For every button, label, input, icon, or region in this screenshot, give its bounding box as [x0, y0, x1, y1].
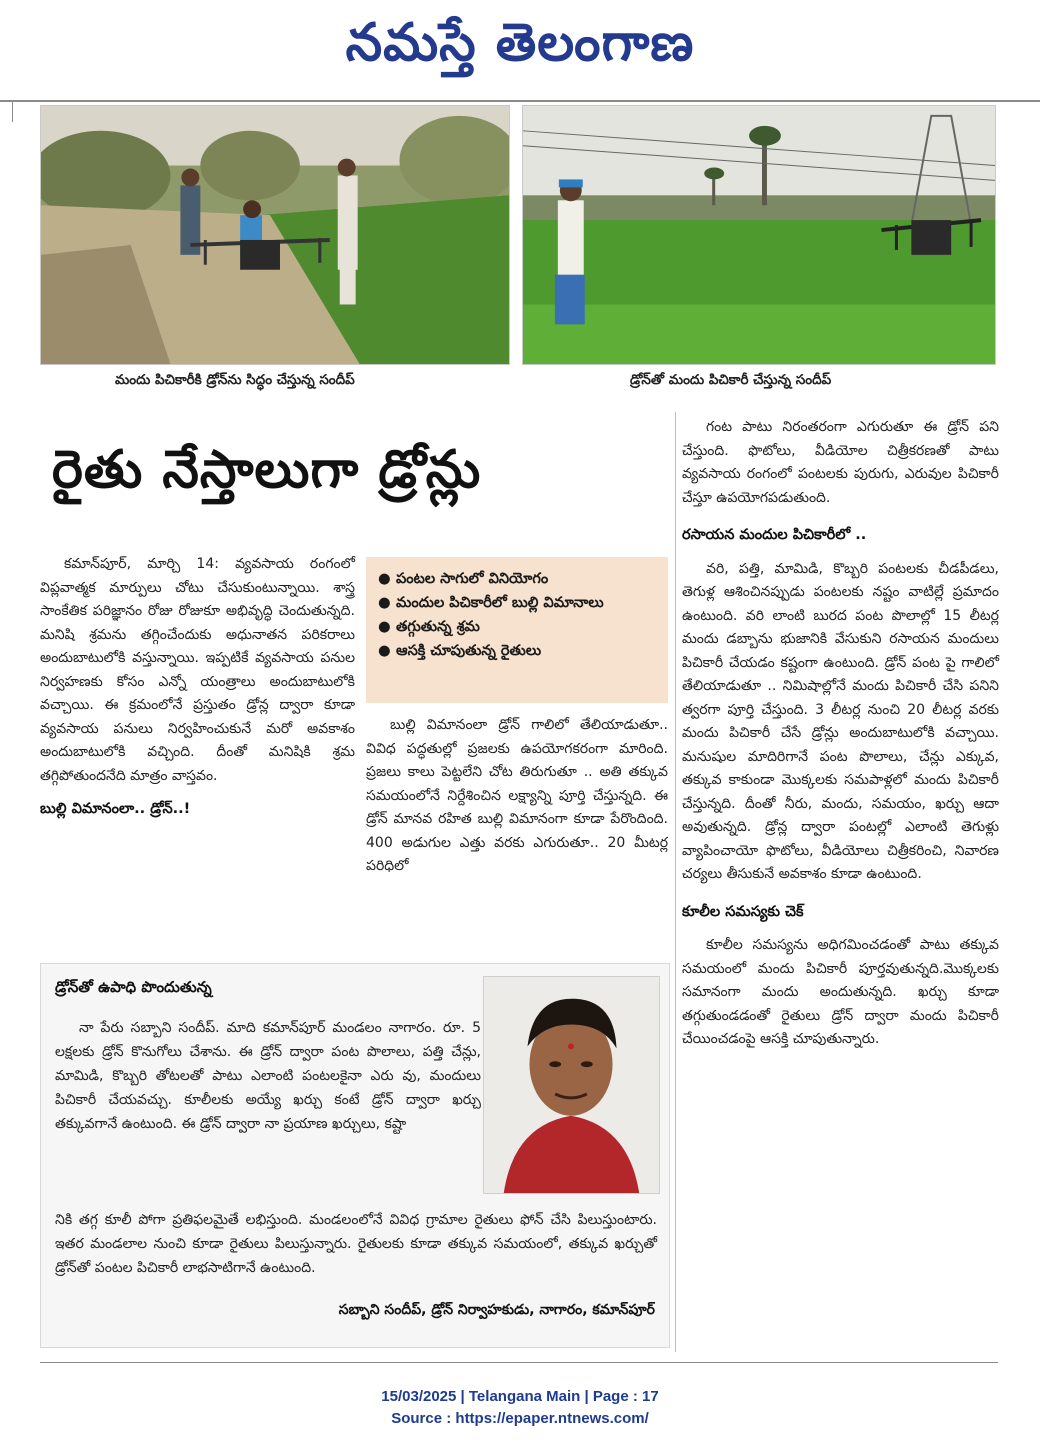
- footer-edition-info: 15/03/2025 | Telangana Main | Page : 17: [381, 1388, 659, 1405]
- highlight-item: ● తగ్గుతున్న శ్రమ: [378, 615, 656, 639]
- footer-rule: [40, 1362, 998, 1363]
- highlights-box: [366, 557, 668, 703]
- masthead-rule: [0, 100, 1040, 102]
- article-column-1: [40, 553, 355, 832]
- article-paragraph: గంట పాటు నిరంతరంగా ఎగురుతూ ఈ డ్రోన్‌ పని చేస్తుంది. ఫొటోలు, వీడియోల చిత్రీకరణతో పాటు వ్యవసాయ రంగంలో పంటలకు పురుగు, ఎరువుల పిచికారీ చేస్తూ ఉపయోగపడుతుంది.: [682, 419, 999, 506]
- photo-caption: డ్రోన్‌తో మందు పిచికారీ చేస్తున్న సందీప్: [630, 372, 832, 388]
- interview-box: [40, 963, 670, 1348]
- newspaper-masthead: నమస్తే తెలంగాణ: [345, 12, 695, 73]
- interview-paragraph: నా పేరు సబ్బాని సందీప్‌. మాది కమాన్‌పూర్‌ మండలం నాగారం. రూ. 5 లక్షలకు డ్రోన్‌ కొనుగోలు చేశాను. ఈ డ్రోన్‌ ద్వారా పంట పొలాలు, పత్తి చేన్లు, మామిడి, కొబ్బరి తోటలతో పాటు ఎలాంటి పంటలకైనా ఎరు వు, మందులు పిచికారీ చేయవచ్చు. కూలీలకు అయ్యే ఖర్చు కంటే డ్రోన్‌ ద్వారా ఖర్చు తక్కువగానే ఉంటుంది. ఈ డ్రోన్‌ ద్వారా నా ప్రయాణ ఖర్చులు, కష్టా: [55, 1020, 481, 1132]
- highlight-item: ● మందుల పిచికారీలో బుల్లి విమానాలు: [378, 591, 656, 615]
- highlight-item: ● పంటల సాగులో వినియోగం: [378, 567, 656, 591]
- interview-text-continued: నికి తగ్గ కూలీ పోగా ప్రతిఫలమైతే లభిస్తుంది. మండలంలోనే వివిధ గ్రామాల రైతులు ఫోన్‌ చేసి పిలుస్తుంటారు. ఇతర మండలాల నుంచి కూడా రైతులు పిలుస్తున్నారు. రైతులకు కూడా తక్కువ సమయంలో, తక్కువ ఖర్చుతో డ్రోన్‌తో పంటల పిచికారీ లాభసాటిగానే ఉంటుంది.: [55, 1212, 657, 1276]
- interview-signature: సబ్బాని సందీప్‌, డ్రోన్‌ నిర్వాహకుడు, నాగారం, కమాన్‌పూర్‌: [338, 1302, 655, 1318]
- photo-caption: మందు పిచికారీకి డ్రోన్‌ను సిద్ధం చేస్తున్న సందీప్: [115, 372, 355, 388]
- highlight-item: ● ఆసక్తి చూపుతున్న రైతులు: [378, 639, 656, 663]
- article-headline: రైతు నేస్తాలుగా డ్రోన్లు: [52, 440, 482, 500]
- bullet-icon: ●: [378, 619, 391, 635]
- bullet-icon: ●: [378, 643, 391, 659]
- bullet-icon: ●: [378, 571, 391, 587]
- article-subhead: రసాయన మందుల పిచికారీలో ..: [682, 527, 867, 543]
- column-divider: [675, 412, 676, 1352]
- article-column-3: [682, 416, 999, 1052]
- interview-text: [55, 1016, 481, 1136]
- margin-rule: [12, 102, 13, 122]
- article-column-2: [366, 714, 668, 879]
- footer-source-link[interactable]: Source : https://epaper.ntnews.com/: [391, 1410, 649, 1427]
- article-paragraph: కమాన్‌పూర్‌, మార్చి 14: వ్యవసాయ రంగంలో విప్లవాత్మక మార్పులు చోటు చేసుకుంటున్నాయి. శాస్త్ర సాంకేతిక పరిజ్ఞానం రోజు రోజుకూ అభివృద్ధి చెందుతున్నది. మనిషి శ్రమను తగ్గించేందుకు అధునాతన పరికరాలు అందుబాటులోకి వస్తున్నాయి. ఇప్పటికే వ్యవసాయ పనుల నిర్వహణకు కోసం ఎన్నో యంత్రాలు అందుబాటులోకి వచ్చాయి. ఈ క్రమంలోనే ప్రస్తుతం డ్రోన్ల ద్వారా కూడా వ్యవసాయ పనులు నిర్వహించుకునే మరో అవకాశం అందుబాటులోకి వచ్చింది. దీంతో మనిషికి శ్రమ తగ్గిపోతుందనేది మాత్రం వాస్తవం.: [40, 556, 355, 784]
- article-paragraph: వరి, పత్తి, మామిడి, కొబ్బరి పంటలకు చీడపీడలు, తెగుళ్ల ఆశించినప్పుడు పంటలకు నష్టం వాటిల్లే ప్రమాదం ఉంటుంది. వరి లాంటి బురద పంట పొలాల్లో 15 లీటర్ల మందు డబ్బాను భుజానికి వేసుకుని రసాయన మందులు పిచికారీ చేయడం కష్టంగా ఉంటుంది. డ్రోన్‌ పంట పై గాలిలో తేలియాడుతూ .. నిమిషాల్లోనే మందు పిచికారీ చేసి పనిని త్వరగా పూర్తి చేస్తుంది. 3 లీటర్ల నుంచి 20 లీటర్ల వరకు మందు పిచికారీ చేసే డ్రోన్లు అందుబాటులోకి వచ్చాయి. మనుషుల మాదిరిగానే పంట పొలాలు, చేన్లు ఎక్కువ, తక్కువ కాకుండా మొక్కలకు సమపాళ్లలో మందు పిచికారీ చేస్తున్నది. దీంతో నీరు, మందు, సమయం, ఖర్చు ఆదా అవుతున్నది. డ్రోన్ల ద్వారా పంటల్లో ఎలాంటి తెగుళ్లు వ్యాపించాయో ఫొటోలు, వీడియోలు చిత్రీకరించి, నివారణ చర్యలు తీసుకునే అవకాశం కూడా ఉంటుంది.: [682, 560, 999, 882]
- article-subhead: కూలీల సమస్యకు చెక్‌: [682, 903, 804, 920]
- interview-box-title: డ్రోన్‌తో ఉపాధి పొందుతున్న: [55, 978, 212, 996]
- photo-drone-spraying: [522, 105, 996, 365]
- article-paragraph: కూలీల సమస్యను అధిగమించడంతో పాటు తక్కువ సమయంలో మందు పిచికారీ పూర్తవుతున్నది.మొక్కలకు సమానంగా మందు అందుతున్నది. ఖర్చు కూడా తగ్గుతుండడంతో రైతులు డ్రోన్‌ ద్వారా మందు పిచికారీ చేయించడంపై ఆసక్తి చూపుతున్నారు.: [682, 937, 999, 1047]
- bullet-icon: ●: [378, 595, 391, 611]
- photo-drone-preparation: [40, 105, 510, 365]
- article-paragraph: బుల్లి విమానంలా డ్రోన్‌ గాలిలో తేలియాడుతూ.. వివిధ పద్ధతుల్లో ప్రజలకు ఉపయోగకరంగా మారింది. ప్రజలు కాలు పెట్టలేని చోట తిరుగుతూ .. అతి తక్కువ సమయంలోనే నిర్దేశించిన లక్ష్యాన్ని పూర్తి చేస్తున్నది. ఈ డ్రోన్‌ మానవ రహిత బుల్లి విమానంగా కూడా పేరొందింది. 400 అడుగుల ఎత్తు వరకు ఎగురుతూ.. 20 మీటర్ల పరిధిలో: [366, 717, 668, 874]
- portrait-photo: [483, 976, 660, 1194]
- article-subhead: బుల్లి విమానంలా.. డ్రోన్‌..!: [40, 801, 191, 817]
